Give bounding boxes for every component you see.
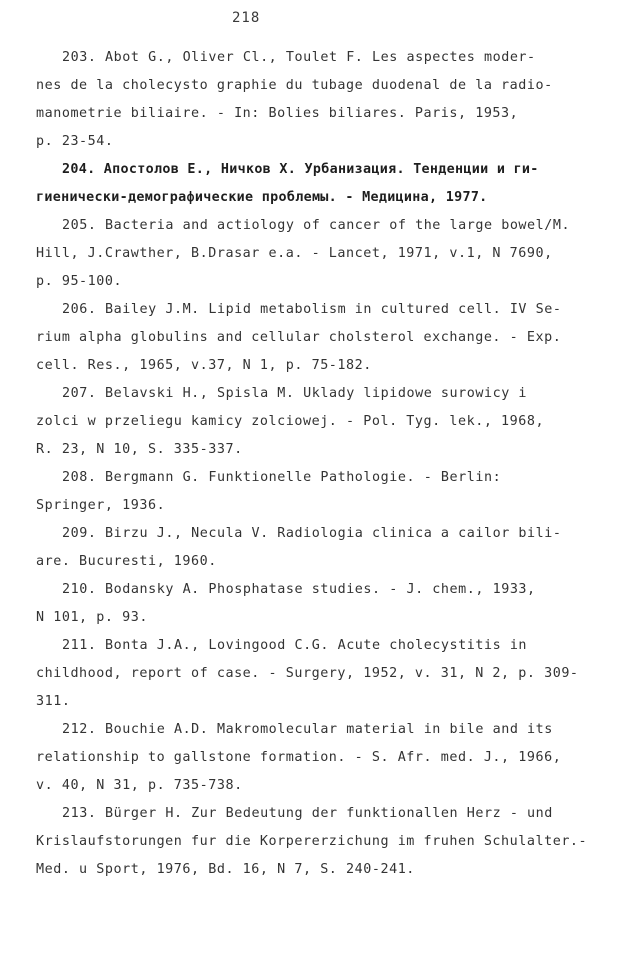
reference-210 [0, 576, 630, 632]
reference-205 [0, 212, 630, 296]
page-number: 218 [232, 10, 261, 26]
reference-213 [0, 800, 630, 884]
reference-line: Springer, 1936. [36, 498, 166, 513]
reference-203 [0, 44, 630, 156]
reference-line: cell. Res., 1965, v.37, N 1, p. 75-182. [36, 358, 372, 373]
reference-line: гиенически-демографические проблемы. - Медицина, 1977. [36, 190, 488, 205]
reference-line: zolci w przeliegu kamicy zolciowej. - Pol. Tyg. lek., 1968, [36, 414, 545, 429]
reference-line: 204. Апостолов Е., Ничков Х. Урбанизация. Тенденции и ги- [62, 162, 539, 177]
reference-line: rium alpha globulins and cellular cholsterol exchange. - Exp. [36, 330, 562, 345]
reference-209 [0, 520, 630, 576]
reference-line: 205. Bacteria and actiology of cancer of the large bowel/M. [62, 218, 571, 233]
reference-line: Krislaufstorungen fur die Korpererzichung im fruhen Schulalter.- [36, 834, 588, 849]
reference-line: childhood, report of case. - Surgery, 1952, v. 31, N 2, p. 309- [36, 666, 579, 681]
reference-line: v. 40, N 31, p. 735-738. [36, 778, 243, 793]
reference-208 [0, 464, 630, 520]
reference-line: Hill, J.Crawther, B.Drasar e.a. - Lancet, 1971, v.1, N 7690, [36, 246, 553, 261]
reference-line: are. Bucuresti, 1960. [36, 554, 217, 569]
reference-line: 207. Belavski H., Spisla M. Uklady lipidowe surowicy i [62, 386, 528, 401]
reference-line: p. 95-100. [36, 274, 123, 289]
reference-line: 203. Abot G., Oliver Cl., Toulet F. Les aspectes moder- [62, 50, 536, 65]
reference-211 [0, 632, 630, 716]
reference-line: 210. Bodansky A. Phosphatase studies. - J. chem., 1933, [62, 582, 536, 597]
reference-line: relationship to gallstone formation. - S. Afr. med. J., 1966, [36, 750, 562, 765]
reference-212 [0, 716, 630, 800]
reference-206 [0, 296, 630, 380]
reference-line: nes de la cholecysto graphie du tubage duodenal de la radio- [36, 78, 553, 93]
reference-line: manometrie biliaire. - In: Bolies biliares. Paris, 1953, [36, 106, 519, 121]
reference-line: 209. Birzu J., Necula V. Radiologia clinica a cailor bili- [62, 526, 562, 541]
reference-line: 212. Bouchie A.D. Makromolecular material in bile and its [62, 722, 553, 737]
reference-207 [0, 380, 630, 464]
reference-line: R. 23, N 10, S. 335-337. [36, 442, 243, 457]
reference-line: 311. [36, 694, 71, 709]
reference-line: N 101, p. 93. [36, 610, 148, 625]
reference-line: 208. Bergmann G. Funktionelle Pathologie. - Berlin: [62, 470, 502, 485]
reference-list [0, 44, 630, 884]
reference-line: 211. Bonta J.A., Lovingood C.G. Acute cholecystitis in [62, 638, 528, 653]
reference-line: p. 23-54. [36, 134, 114, 149]
reference-line: Med. u Sport, 1976, Bd. 16, N 7, S. 240-241. [36, 862, 415, 877]
reference-204 [0, 156, 630, 212]
reference-line: 206. Bailey J.M. Lipid metabolism in cultured cell. IV Se- [62, 302, 562, 317]
reference-line: 213. Bürger H. Zur Bedeutung der funktionallen Herz - und [62, 806, 553, 821]
